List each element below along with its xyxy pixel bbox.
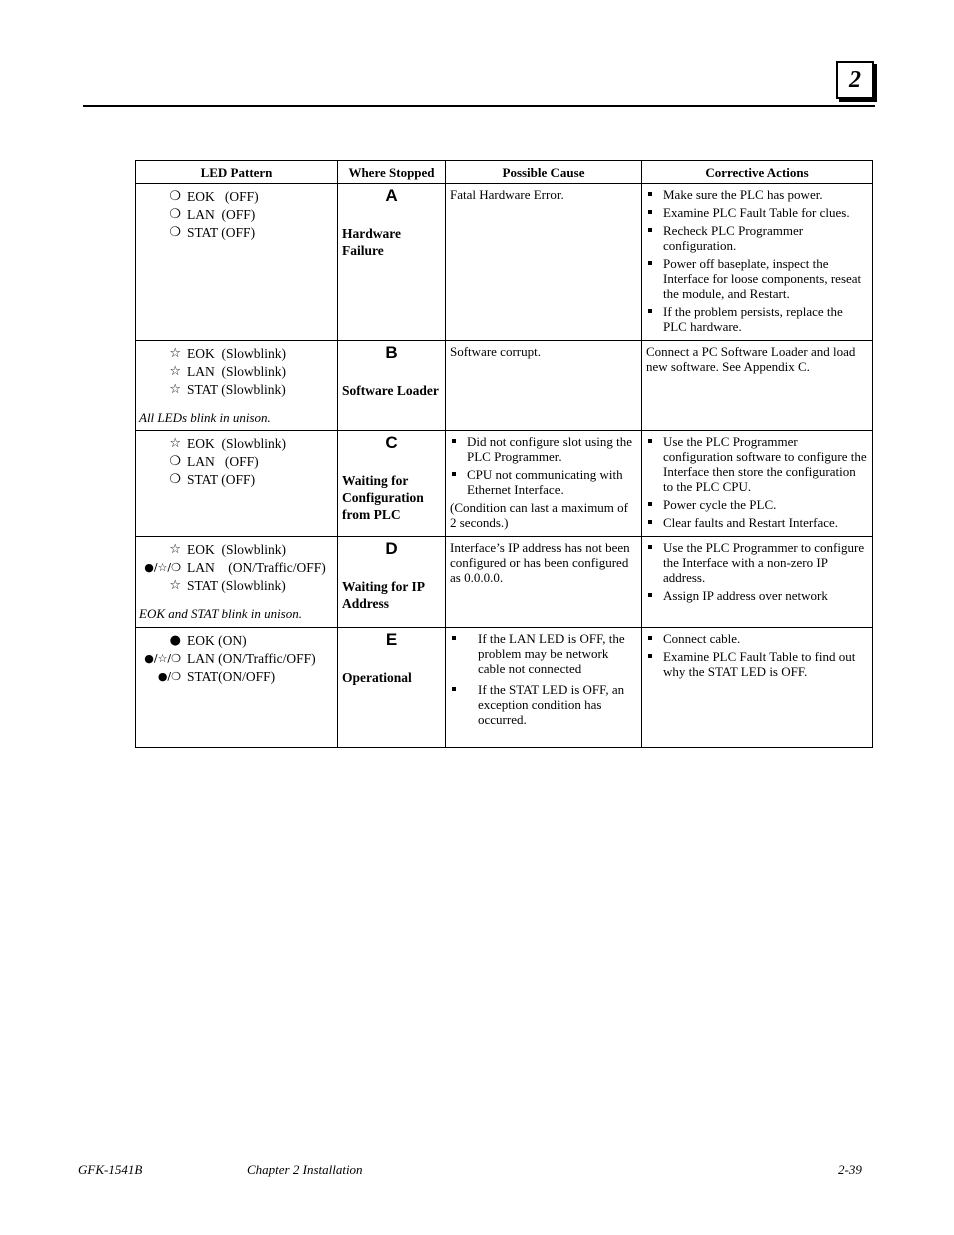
led-status-text: LAN (ON/Traffic/OFF): [187, 559, 326, 575]
cause-text: Interface’s IP address has not been configured or has been configured as 0.0.0.0.: [450, 540, 630, 585]
cause-list: [450, 631, 637, 727]
led-indicator-icon: ☆: [169, 541, 181, 557]
led-line: [139, 223, 334, 241]
led-indicator-icon: ●/☆/❍: [144, 651, 181, 665]
led-line: [139, 631, 334, 649]
led-pattern-cell: [136, 184, 338, 341]
led-status-text: STAT (OFF): [187, 471, 256, 487]
header-led-pattern: LED Pattern: [136, 161, 338, 184]
action-list-item: Connect cable.: [646, 631, 868, 646]
stop-letter: B: [385, 343, 398, 362]
led-indicator-icon: ❍: [169, 206, 181, 222]
table-row: [136, 431, 873, 537]
led-indicator-icon: ❍: [169, 188, 181, 204]
stop-letter: D: [385, 539, 398, 558]
where-stopped-cell: [338, 431, 446, 537]
possible-cause-cell: [446, 537, 642, 628]
led-pattern-cell: [136, 341, 338, 431]
action-list: [646, 434, 868, 530]
possible-cause-cell: [446, 628, 642, 748]
led-indicator-icon: ☆: [169, 381, 181, 397]
footer-page-number: 2-39: [838, 1162, 862, 1177]
action-list-item: Use the PLC Programmer configuration software to configure the Interface then store the configuration to the PLC CPU.: [646, 434, 868, 494]
cause-text: Software corrupt.: [450, 344, 541, 359]
where-stopped-text: Waiting for Configuration from PLC: [342, 473, 424, 522]
led-status-text: EOK (Slowblink): [187, 345, 286, 361]
corrective-actions-cell: [642, 628, 873, 748]
where-stopped-text: Hardware Failure: [342, 226, 401, 258]
led-note: EOK and STAT blink in unison.: [139, 606, 302, 621]
led-status-text: STAT(ON/OFF): [187, 668, 276, 684]
led-status-text: EOK (ON): [187, 632, 247, 648]
led-line: [139, 452, 334, 470]
led-line: [139, 470, 334, 488]
led-indicator-icon: ☆: [169, 577, 181, 593]
led-indicator-icon: ☆: [169, 363, 181, 379]
led-line: [139, 380, 334, 398]
led-line: [139, 540, 334, 558]
led-indicator-icon: ●/❍: [157, 669, 181, 683]
led-line: [139, 434, 334, 452]
led-status-text: EOK (OFF): [187, 188, 259, 204]
where-stopped-cell: [338, 537, 446, 628]
led-status-text: STAT (OFF): [187, 224, 256, 240]
where-stopped-cell: [338, 628, 446, 748]
led-indicator-icon: ❍: [169, 224, 181, 240]
footer-chapter-title: Chapter 2 Installation: [247, 1162, 363, 1177]
led-status-text: LAN (OFF): [187, 453, 259, 469]
corrective-actions-cell: [642, 341, 873, 431]
led-indicator-icon: ❍: [169, 453, 181, 469]
led-pattern-cell: [136, 431, 338, 537]
action-list-item: Power off baseplate, inspect the Interface for loose components, reseat the module, and Restart.: [646, 256, 868, 301]
action-list-item: Examine PLC Fault Table for clues.: [646, 205, 868, 220]
led-indicator-icon: ☆: [169, 435, 181, 451]
action-list-item: Recheck PLC Programmer configuration.: [646, 223, 868, 253]
led-indicator-icon: ●/☆/❍: [144, 560, 181, 574]
cause-list-item: CPU not communicating with Ethernet Interface.: [450, 467, 637, 497]
action-text: Connect a PC Software Loader and load new software. See Appendix C.: [646, 344, 856, 374]
led-status-text: EOK (Slowblink): [187, 541, 286, 557]
chapter-number: 2: [849, 66, 861, 93]
led-status-text: LAN (ON/Traffic/OFF): [187, 650, 316, 666]
cause-list-item: If the STAT LED is OFF, an exception condition has occurred.: [450, 682, 637, 727]
led-line: [139, 649, 334, 667]
action-list-item: Use the PLC Programmer to configure the Interface with a non-zero IP address.: [646, 540, 868, 585]
cause-list-item: Did not configure slot using the PLC Programmer.: [450, 434, 637, 464]
table-row: [136, 341, 873, 431]
led-pattern-cell: [136, 537, 338, 628]
table-row: [136, 628, 873, 748]
action-list: [646, 631, 868, 679]
corrective-actions-cell: [642, 431, 873, 537]
led-line: [139, 576, 334, 594]
led-status-text: STAT (Slowblink): [187, 381, 286, 397]
chapter-number-box: [836, 61, 874, 99]
where-stopped-text: Waiting for IP Address: [342, 579, 425, 611]
table-row: [136, 184, 873, 341]
where-stopped-cell: [338, 184, 446, 341]
led-status-text: LAN (Slowblink): [187, 363, 286, 379]
led-line: [139, 558, 334, 576]
action-list-item: Examine PLC Fault Table to find out why the STAT LED is OFF.: [646, 649, 868, 679]
possible-cause-cell: [446, 431, 642, 537]
led-note: All LEDs blink in unison.: [139, 410, 271, 425]
header-corrective-actions: Corrective Actions: [642, 161, 873, 184]
possible-cause-cell: [446, 341, 642, 431]
where-stopped-text: Operational: [342, 670, 412, 685]
led-line: [139, 344, 334, 362]
corrective-actions-cell: [642, 537, 873, 628]
led-indicator-icon: ❍: [169, 471, 181, 487]
header-rule: [83, 105, 875, 107]
action-list: [646, 187, 868, 334]
led-line: [139, 362, 334, 380]
cause-list-item: If the LAN LED is OFF, the problem may be network cable not connected: [450, 631, 637, 676]
header-where-stopped: Where Stopped: [338, 161, 446, 184]
led-line: [139, 205, 334, 223]
led-pattern-table: [135, 160, 873, 748]
corrective-actions-cell: [642, 184, 873, 341]
footer-doc-number: GFK-1541B: [78, 1162, 143, 1177]
action-list-item: Assign IP address over network: [646, 588, 868, 603]
led-status-text: LAN (OFF): [187, 206, 256, 222]
led-status-text: EOK (Slowblink): [187, 435, 286, 451]
led-status-text: STAT (Slowblink): [187, 577, 286, 593]
led-line: [139, 187, 334, 205]
table-row: [136, 537, 873, 628]
where-stopped-cell: [338, 341, 446, 431]
stop-letter: A: [385, 186, 398, 205]
cause-list: [450, 434, 637, 497]
stop-letter: C: [385, 433, 398, 452]
where-stopped-text: Software Loader: [342, 383, 439, 398]
led-indicator-icon: ☆: [169, 345, 181, 361]
action-list-item: If the problem persists, replace the PLC hardware.: [646, 304, 868, 334]
stop-letter: E: [385, 630, 398, 649]
header-possible-cause: Possible Cause: [446, 161, 642, 184]
led-indicator-icon: ●: [169, 632, 181, 648]
table-header-row: [136, 161, 873, 184]
action-list-item: Power cycle the PLC.: [646, 497, 868, 512]
possible-cause-cell: [446, 184, 642, 341]
action-list-item: Make sure the PLC has power.: [646, 187, 868, 202]
action-list: [646, 540, 868, 603]
cause-note: (Condition can last a maximum of 2 seconds.): [450, 500, 628, 530]
cause-text: Fatal Hardware Error.: [450, 187, 564, 202]
led-pattern-cell: [136, 628, 338, 748]
action-list-item: Clear faults and Restart Interface.: [646, 515, 868, 530]
led-line: [139, 667, 334, 685]
